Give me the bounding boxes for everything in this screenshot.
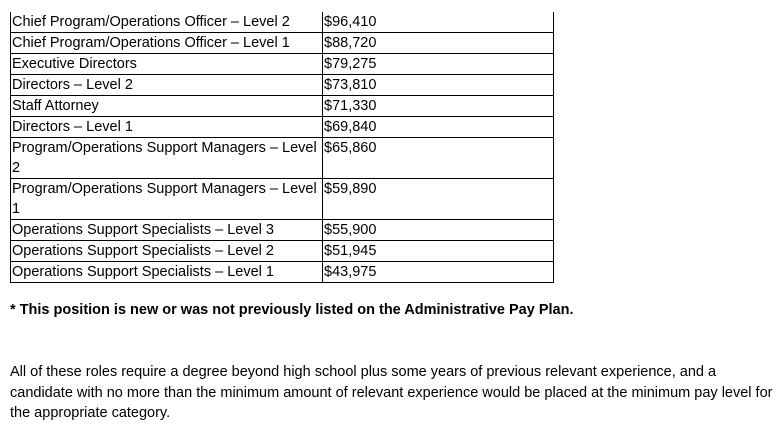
table-row [11,179,554,220]
table-row [11,220,554,241]
position-title: Directors – Level 2 [11,75,323,96]
body-paragraph: All of these roles require a degree beyond high school plus some years of previous relevant experience, and a candidate with no more than the minimum amount of relevant experience would be placed at the minimum pay level for the appropriate category. [10,364,773,421]
table-row [11,75,554,96]
table-row [11,12,554,33]
table-row [11,262,554,283]
position-title: Chief Program/Operations Officer – Level 1 [11,33,323,54]
minimum-salary: $96,410 [323,12,554,33]
footnote: * This position is new or was not previously listed on the Administrative Pay Plan. [10,302,574,318]
table-row [11,96,554,117]
position-title: Program/Operations Support Managers – Level 2 [11,138,323,179]
position-title: Chief Program/Operations Officer – Level 2 [11,12,323,33]
minimum-salary: $73,810 [323,75,554,96]
table-row [11,117,554,138]
pay-plan-table [10,12,554,283]
position-title: Staff Attorney [11,96,323,117]
position-title: Operations Support Specialists – Level 3 [11,220,323,241]
position-title: Directors – Level 1 [11,117,323,138]
table-row [11,138,554,179]
table-row [11,54,554,75]
position-title: Program/Operations Support Managers – Level 1 [11,179,323,220]
minimum-salary: $65,860 [323,138,554,179]
minimum-salary: $71,330 [323,96,554,117]
position-title: Executive Directors [11,54,323,75]
minimum-salary: $79,275 [323,54,554,75]
minimum-salary: $55,900 [323,220,554,241]
minimum-salary: $59,890 [323,179,554,220]
minimum-salary: $43,975 [323,262,554,283]
minimum-salary: $51,945 [323,241,554,262]
table-row [11,241,554,262]
position-title: Operations Support Specialists – Level 2 [11,241,323,262]
position-title: Operations Support Specialists – Level 1 [11,262,323,283]
table-row [11,33,554,54]
minimum-salary: $69,840 [323,117,554,138]
minimum-salary: $88,720 [323,33,554,54]
